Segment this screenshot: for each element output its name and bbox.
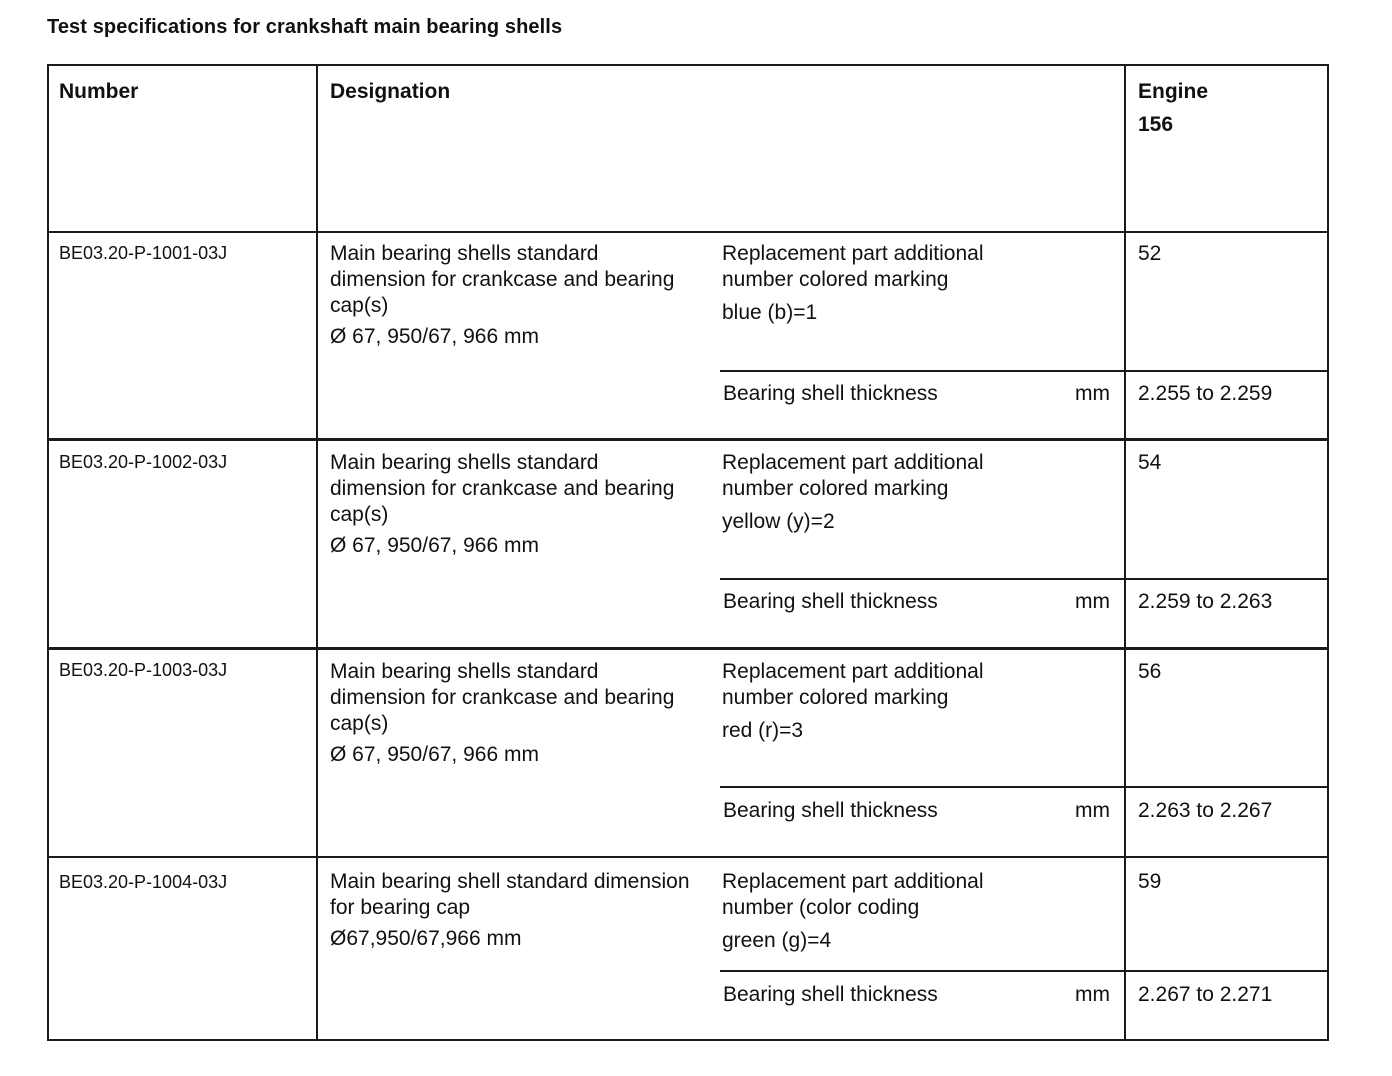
designation-line: dimension for crankcase and bearing bbox=[330, 477, 675, 500]
designation-line: Main bearing shells standard bbox=[330, 451, 599, 474]
sub-row-divider bbox=[720, 970, 1327, 972]
designation-line: cap(s) bbox=[330, 503, 389, 526]
header-divider bbox=[49, 231, 1327, 233]
color-marking: blue (b)=1 bbox=[722, 301, 818, 324]
thickness-label: Bearing shell thickness bbox=[723, 382, 938, 405]
row-number: BE03.20-P-1001-03J bbox=[59, 243, 228, 263]
page-title: Test specifications for crankshaft main bearing shells bbox=[47, 16, 563, 38]
thickness-value: 2.267 to 2.271 bbox=[1138, 983, 1273, 1006]
row-number: BE03.20-P-1004-03J bbox=[59, 872, 228, 892]
designation-line: dimension for crankcase and bearing bbox=[330, 686, 675, 709]
header-engine-model: 156 bbox=[1138, 113, 1174, 136]
designation-line: cap(s) bbox=[330, 294, 389, 317]
designation-line: Main bearing shells standard bbox=[330, 242, 599, 265]
row-marking bbox=[722, 659, 984, 744]
thickness-label: Bearing shell thickness bbox=[723, 590, 938, 613]
thickness-value: 2.263 to 2.267 bbox=[1138, 799, 1273, 822]
header-engine bbox=[1138, 75, 1208, 141]
thickness-label: Bearing shell thickness bbox=[723, 799, 938, 822]
marking-line: Replacement part additional bbox=[722, 870, 984, 893]
row-divider bbox=[49, 438, 1327, 441]
row-marking bbox=[722, 450, 984, 535]
marking-line: number colored marking bbox=[722, 477, 949, 500]
sub-row-divider bbox=[720, 578, 1327, 580]
row-designation bbox=[330, 869, 690, 952]
marking-line: Replacement part additional bbox=[722, 660, 984, 683]
color-marking: yellow (y)=2 bbox=[722, 510, 835, 533]
diameter-spec: Ø67,950/67,966 mm bbox=[330, 927, 522, 950]
row-divider bbox=[49, 647, 1327, 650]
thickness-value: 2.259 to 2.263 bbox=[1138, 590, 1273, 613]
column-divider-engine bbox=[1124, 66, 1126, 1039]
marking-value: 54 bbox=[1138, 451, 1162, 474]
thickness-value: 2.255 to 2.259 bbox=[1138, 382, 1273, 405]
thickness-unit: mm bbox=[1075, 590, 1110, 613]
thickness-unit: mm bbox=[1075, 382, 1110, 405]
designation-line: cap(s) bbox=[330, 712, 389, 735]
spec-table bbox=[47, 64, 1329, 1041]
designation-line: Main bearing shell standard dimension bbox=[330, 870, 690, 893]
row-designation bbox=[330, 241, 674, 350]
row-marking bbox=[722, 869, 984, 954]
thickness-unit: mm bbox=[1075, 983, 1110, 1006]
designation-line: for bearing cap bbox=[330, 896, 471, 919]
marking-value: 56 bbox=[1138, 660, 1162, 683]
marking-line: Replacement part additional bbox=[722, 242, 984, 265]
row-marking bbox=[722, 241, 984, 326]
row-divider bbox=[49, 856, 1327, 858]
diameter-spec: Ø 67, 950/67, 966 mm bbox=[330, 743, 539, 766]
header-engine-label: Engine bbox=[1138, 80, 1209, 103]
row-number: BE03.20-P-1002-03J bbox=[59, 452, 228, 472]
row-number: BE03.20-P-1003-03J bbox=[59, 660, 228, 680]
sub-row-divider bbox=[720, 786, 1327, 788]
color-marking: green (g)=4 bbox=[722, 929, 832, 952]
marking-line: Replacement part additional bbox=[722, 451, 984, 474]
marking-line: number colored marking bbox=[722, 686, 949, 709]
marking-line: number colored marking bbox=[722, 268, 949, 291]
sub-row-divider bbox=[720, 370, 1327, 372]
row-designation bbox=[330, 450, 674, 559]
thickness-label: Bearing shell thickness bbox=[723, 983, 938, 1006]
diameter-spec: Ø 67, 950/67, 966 mm bbox=[330, 534, 539, 557]
column-divider-number bbox=[316, 66, 318, 1039]
row-designation bbox=[330, 659, 674, 768]
color-marking: red (r)=3 bbox=[722, 719, 804, 742]
header-number: Number bbox=[59, 80, 139, 103]
designation-line: dimension for crankcase and bearing bbox=[330, 268, 675, 291]
marking-line: number (color coding bbox=[722, 896, 920, 919]
header-designation: Designation bbox=[330, 80, 451, 103]
marking-value: 52 bbox=[1138, 242, 1162, 265]
diameter-spec: Ø 67, 950/67, 966 mm bbox=[330, 325, 539, 348]
thickness-unit: mm bbox=[1075, 799, 1110, 822]
marking-value: 59 bbox=[1138, 870, 1162, 893]
designation-line: Main bearing shells standard bbox=[330, 660, 599, 683]
